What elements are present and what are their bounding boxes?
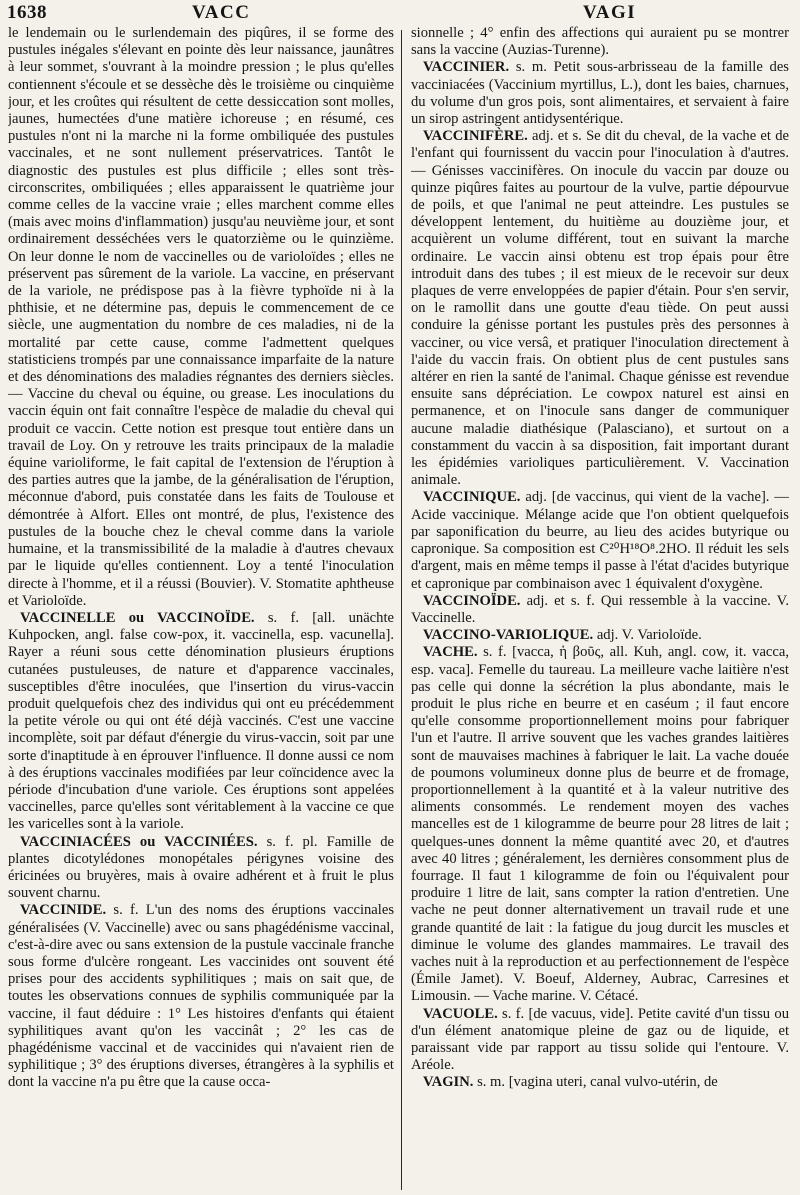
entry-vache (411, 644, 789, 1005)
entry-vaccinelle (8, 610, 394, 834)
entry-continuation: le lendemain ou le surlendemain des piqûres, il se forme des pustules inégales s'élevant en pointe dès leur naissance, jaunâtres à leur sommet, s'ouvrant à la moindre pression ; le plus qu'elles contiennent s'écoule et se dessèche dès le troisième ou cinquième jour, et les croûtes qui résultent de cette dessiccation sont molles, jaunes, humectées d'une matière ichoreuse ; en résumé, ces pustules n'ont ni la marche ni la forme ombiliquée des pustules vaccinales, et ne sont nullement préservatrices. Tantôt le diagnostic des pustules est plus difficile ; elles sont très-circonscrites, ombiliquées ; elles apparaissent le quatrième jour comme celles de la vaccine vraie ; elles marchent comme elles (mais avec moins d'inflammation) jusqu'au neuvième jour, et sont ordinairement desséchées vers le quatorzième ou le quinzième. On leur donne le nom de vaccinelles ou de varioloïdes ; elles ne préservent pas sûrement de la variole. La vaccine, en préservant de la variole, ne prédispose pas à la fièvre typhoïde ni à la phthisie, et ne détermine pas, depuis le commencement de ce siècle, une augmentation du nombre de ces maladies, ni de la mortalité par cette cause, comme l'admettent quelques statisticiens trompés par une connaissance imparfaite de la nature et des dénominations des maladies régnantes des derniers siècles. — Vaccine du cheval ou équine, ou grease. Les inoculations du vaccin équin ont fait connaître l'espèce de maladie du cheval qui produit ce vaccin. Cette notion est presque tout entière dans un travail de Loy. On y retrouve les traits principaux de la maladie équine varioliforme, le fait capital de l'extension de l'éruption à des parties autres que la jambe, de la généralisation de l'éruption, méconnue d'abord, puis constatée dans les faits de Toulouse et démontrée à Alfort. Elles ont montré, de plus, l'existence des pustules de la bouche chez le cheval comme dans la variole humaine, et la transmissibilité de la maladie à d'autres chevaux par le liquide qu'elles contiennent. Loy a tenté l'inoculation directe à l'homme, et il a réussi (Bouvier). V. Stomatite aphtheuse et Varioloïde. (8, 25, 394, 609)
headword: VACCINELLE ou VACCINOÏDE. (20, 609, 255, 626)
entry-text: s. f. [all. unächte Kuhpocken, angl. false cow-pox, it. vaccinella, esp. vacunella]. Rayer a réuni sous cette dénomination plusieurs éruptions cutanées pustuleuses, de nature et d'apparence vaccinales, susceptibles d'être inoculées, que l'insertion du virus-vaccin produit quelquefois chez des individus qui ont eu précédemment la petite vérole ou qui ont été déjà vaccinés. C'est une vaccine incomplète, soit par défaut d'énergie du virus-vaccin, soit par une sorte d'inaptitude à en éprouver l'influence. Il donne aussi ce nom à des éruptions vaccinales modifiées par leur coïncidence avec la période d'incubation d'une variole. Ces éruptions sont appelées vaccinelles, parce qu'elles sont véritablement à la vaccine ce que les varicelles sont à la variole. (8, 609, 394, 833)
headword: VACCINIER. (423, 59, 510, 76)
entry-vacciniacees (8, 834, 394, 903)
entry-vaccinier (411, 59, 789, 128)
headword: VACHE. (423, 644, 478, 661)
entry-text: adj. V. Varioloïde. (593, 627, 702, 644)
entry-text: adj. [de vaccinus, qui vient de la vache]. — Acide vaccinique. Mélange acide que l'on obtient quelquefois par saponification du beurre, au lieu des acides butyrique ou capronique. Sa composition est C²⁰H¹⁸O⁸.2HO. Il réduit les sels d'argent, mais en même temps il passe à l'état d'acides butyrique et capronique par combinaison avec 1 équivalent d'oxygène. (411, 489, 789, 592)
entry-vaccinique (411, 489, 789, 592)
headword: VACCINIQUE. (423, 489, 521, 506)
entry-text: s. f. pl. Famille de plantes dicotylédones monopétales périgynes voisine des éricinées ou bruyères, mais à ovaire adhérent et à fruit le plus souvent charnu. (8, 833, 394, 902)
entry-text: adj. et s. Se dit du cheval, de la vache et de l'enfant qui fournissent du vaccin pour l'inoculation à d'autres. — Génisses vaccinifères. On inocule du vaccin par douze ou quinze piqûres faites au pourtour de la vulve, partie dépourvue de poils, et que l'animal ne peut atteindre. Les pustules se développent lentement, du huitième au douzième jour, et acquièrent un volume différent, tout en suivant la marche ordinaire. Le vaccin ainsi obtenu est trop épais pour être introduit dans des tubes ; il est mieux de le recevoir sur deux plaques de verre enveloppées de papier d'étain. Pour s'en servir, on le ramollit dans une goutte d'eau tiède. On peut aussi conduire la génisse portant les pustules près des personnes à vacciner, ou vice versâ, et pratiquer l'inoculation directement à l'aide du vaccin frais. On obtient plus de cent pustules sans altérer en rien la santé de l'animal. Chaque génisse est revendue ensuite sans dépréciation. Le cowpox naturel est ainsi en permanence, et on l'inocule sans danger de communiquer aucune maladie diathésique (Palasciano), et surtout on a constamment du vaccin à sa disposition, fait important durant les épidémies varioliques particulièrement. V. Vaccination animale. (411, 128, 789, 489)
headword: VACCINIFÈRE. (423, 128, 528, 145)
entry-vaccinoide (411, 593, 789, 627)
entry-vagin (411, 1074, 789, 1091)
column-divider (401, 30, 402, 1190)
entry-text: s. f. [vacca, ἡ βοῦς, all. Kuh, angl. cow, it. vacca, esp. vaca]. Femelle du taureau. La meilleure vache laitière n'est pas celle qui donne la sécrétion la plus abondante, mais le produit le plus riche en beurre et en caséum ; il faut encore qu'elle consomme proportionnellement moins pour fabriquer l'un et l'autre. Il arrive souvent que les vaches grandes laitières sont de mauvaises machines à fabriquer le lait. La vache douée de poumons volumineux donne plus de beurre et de fromage, proportionnellement à la quantité et à la valeur nutritive des aliments consommés. Le rendement moyen des vaches mancelles est de 1 kilogramme de beurre pour 28 litres de lait ; quelques-unes donnent la même quantité avec 20, et d'autres avec 40 litres ; généralement, les dernières consomment plus de fourrage. Il faut 1 kilogramme de foin ou l'équivalent pour produire 1 litre de lait, sans compter la ration d'entretien. Une vache ne peut donner alternativement un travail rude et une grande quantité de lait : la fatigue du joug durcit les muscles et diminue le volume des glandes mammaires. Le travail des vaches nuit à la reproduction et au perfectionnement de l'espèce (Émile Jamet). V. Boeuf, Alderney, Aubrac, Carresines et Limousin. — Vache marine. V. Cétacé. (411, 644, 789, 1005)
entry-vaccinide (8, 902, 394, 1091)
headword: VACUOLE. (423, 1005, 498, 1022)
headword: VACCINIACÉES ou VACCINIÉES. (20, 833, 258, 850)
entry-vaccinifere (411, 128, 789, 489)
entry-text: s. f. [de vacuus, vide]. Petite cavité d'un tissu ou d'un élément anatomique pleine de gaz ou de liquide, et paraissant vide par rapport au tissu solide qui l'entoure. V. Aréole. (411, 1005, 789, 1074)
page-number: 1638 (7, 2, 47, 23)
running-header (0, 0, 800, 28)
entry-text: s. m. Petit sous-arbrisseau de la famille des vacciniacées (Vaccinium myrtillus, L.), dont les baies, charnues, du volume d'un gros pois, sont alimentaires, et servaient à faire un sirop astringent antidysentérique. (411, 59, 789, 128)
right-column (411, 25, 789, 1190)
left-column (8, 25, 394, 1190)
entry-text: adj. et s. f. Qui ressemble à la vaccine. V. Vaccinelle. (411, 592, 789, 626)
entry-vaccino-variolique (411, 627, 789, 644)
entry-continuation: sionnelle ; 4° enfin des affections qui auraient pu se montrer sans la vaccine (Auzias-Turenne). (411, 25, 789, 59)
headword: VACCINO-VARIOLIQUE. (423, 627, 594, 644)
entry-vacuole (411, 1006, 789, 1075)
headword: VAGIN. (423, 1074, 474, 1091)
right-guide-word: VAGI (583, 2, 637, 23)
headword: VACCINIDE. (20, 902, 107, 919)
headword: VACCINOÏDE. (423, 592, 521, 609)
left-guide-word: VACC (192, 2, 251, 23)
entry-text: s. m. [vagina uteri, canal vulvo-utérin, de (473, 1074, 718, 1091)
entry-text: s. f. L'un des noms des éruptions vaccinales généralisées (V. Vaccinelle) avec ou sans phagédénisme vaccinal, c'est-à-dire avec ou sans extension de la pustule vaccinale franche sous forme d'ulcère rongeant. Les vaccinides ont souvent été prises pour des accidents syphilitiques ; mais on sait que, de toutes les observations connues de syphilis communiquée par la vaccine, il faut déduire : 1° Les histoires d'enfants qui étaient syphilitiques avant qu'on les vaccinât ; 2° les cas de phagédénisme vaccinal et de vaccinides qui n'avaient rien de syphilitique ; 3° des éruptions diverses, étrangères à la syphilis et dont la vaccine n'a pu être que la cause occa- (8, 902, 394, 1091)
